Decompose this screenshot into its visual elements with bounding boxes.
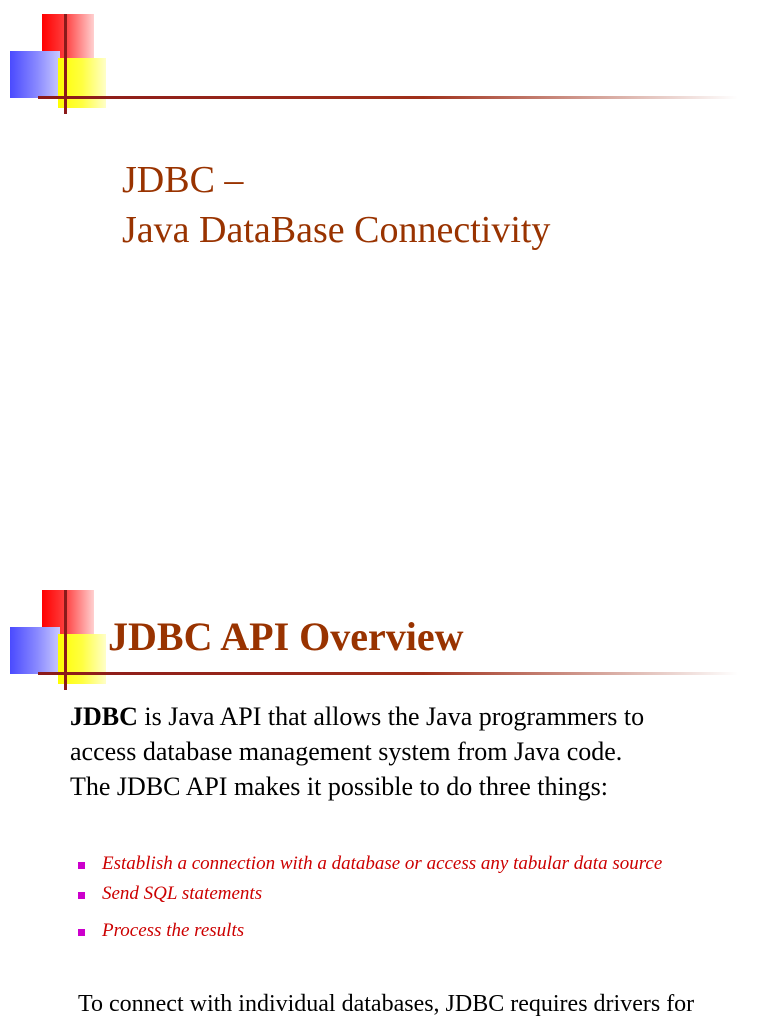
intro-bold-term: JDBC — [70, 702, 138, 731]
square-bullet-icon — [78, 862, 85, 869]
square-bullet-icon — [78, 929, 85, 936]
intro-paragraph — [70, 699, 760, 804]
blue-square — [10, 627, 60, 674]
intro-line2: access database management system from Java code. — [70, 737, 623, 766]
bullet-text: Process the results — [102, 920, 245, 941]
intro-line1 — [70, 699, 760, 734]
horizontal-rule — [38, 96, 738, 99]
vertical-rule — [64, 590, 67, 690]
blue-square — [10, 51, 60, 98]
intro-line3: The JDBC API makes it possible to do three things: — [70, 772, 609, 801]
slide1-title-line1: JDBC – — [122, 159, 244, 201]
slide1-title-line2: Java DataBase Connectivity — [122, 209, 551, 251]
slide2-title: JDBC API Overview — [108, 614, 464, 659]
slide1-title — [122, 155, 550, 255]
slide1-decoration — [0, 14, 740, 114]
square-bullet-icon — [78, 892, 85, 899]
vertical-rule — [64, 14, 67, 114]
bullet-text: Establish a connection with a database or access any tabular data source — [102, 853, 663, 874]
footer-text: To connect with individual databases, JDBC requires drivers for — [78, 991, 695, 1017]
horizontal-rule — [38, 672, 738, 675]
intro-line1-rest: is Java API that allows the Java programmers to — [137, 702, 645, 731]
bullet-text: Send SQL statements — [102, 883, 263, 904]
